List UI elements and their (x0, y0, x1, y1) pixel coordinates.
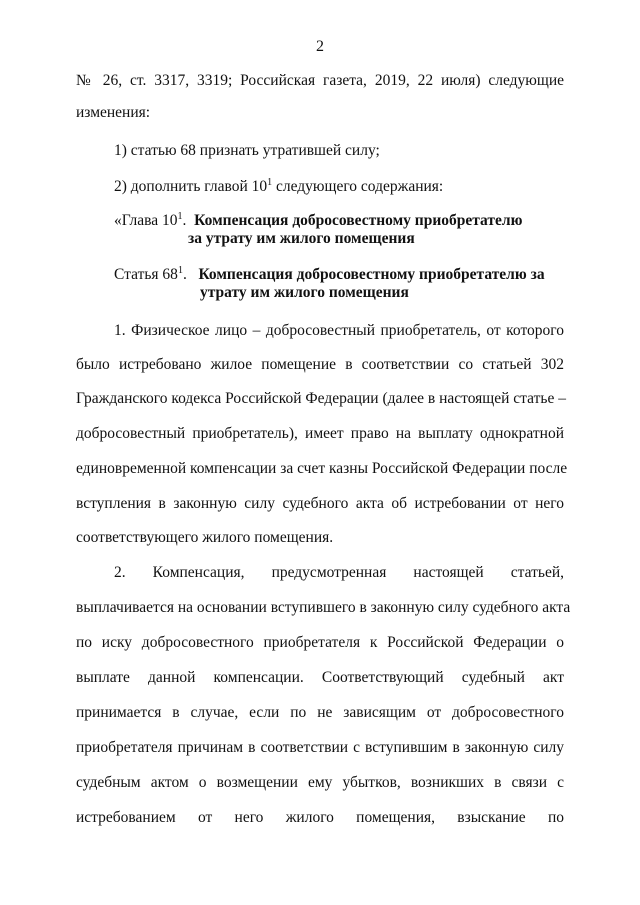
text-line: № 26, ст. 3317, 3319; Российская газета, 2019, 22 июля) следующие (76, 72, 564, 89)
text-line: 2. Компенсация, предусмотренная настоящей статьей, (114, 564, 564, 581)
text-line: выплате данной компенсации. Соответствующий судебный акт (76, 669, 564, 686)
list-item-1 (114, 141, 564, 161)
article-heading (114, 265, 564, 285)
list-item-text: 1) статью 68 признать утратившей силу; (114, 142, 380, 159)
article-label-dot: . (182, 266, 187, 283)
chapter-title-cont: за утрату им жилого помещения (188, 230, 415, 247)
superscript: 1 (177, 210, 183, 222)
chapter-heading (114, 211, 564, 231)
article-title: Компенсация добросовестному приобретателю за (198, 266, 545, 283)
text-line: изменения: (76, 104, 151, 121)
superscript: 1 (177, 264, 183, 276)
article-title-cont: утрату им жилого помещения (200, 284, 409, 301)
text-line: Гражданского кодекса Российской Федерации (далее в настоящей статье – (76, 390, 566, 407)
text-line: было истребовано жилое помещение в соответствии со статьей 302 (76, 356, 564, 373)
text-line: добросовестный приобретатель), имеет право на выплату однократной (76, 425, 564, 442)
chapter-label: «Глава 10 (114, 212, 178, 229)
text-line: истребованием от него жилого помещения, взыскание по (76, 809, 564, 826)
list-item-text: 2) дополнить главой 10 (114, 178, 268, 195)
text-line: вступления в законную силу судебного акта об истребовании от него (76, 495, 564, 512)
text-line: 1. Физическое лицо – добросовестный приобретатель, от которого (114, 322, 564, 339)
superscript: 1 (267, 176, 273, 188)
text-line: выплачивается на основании вступившего в законную силу судебного акта (76, 599, 571, 616)
text-line: приобретателя причинам в соответствии с вступившим в законную силу (76, 739, 564, 756)
text-line: единовременной компенсации за счет казны Российской Федерации после (76, 460, 568, 477)
list-item-text: следующего содержания: (272, 178, 444, 195)
article-label: Статья 68 (114, 266, 178, 283)
text-line: соответствующего жилого помещения. (76, 529, 334, 546)
page-number: 2 (316, 38, 324, 55)
text-line: по иску добросовестного приобретателя к Российской Федерации о (76, 634, 564, 651)
chapter-label-dot: . (182, 212, 187, 229)
list-item-2 (114, 177, 564, 197)
chapter-title: Компенсация добросовестному приобретателю (194, 212, 523, 229)
text-line: принимается в случае, если по не зависящим от добросовестного (76, 704, 564, 721)
text-line: судебным актом о возмещении ему убытков, возникших в связи с (76, 774, 564, 791)
